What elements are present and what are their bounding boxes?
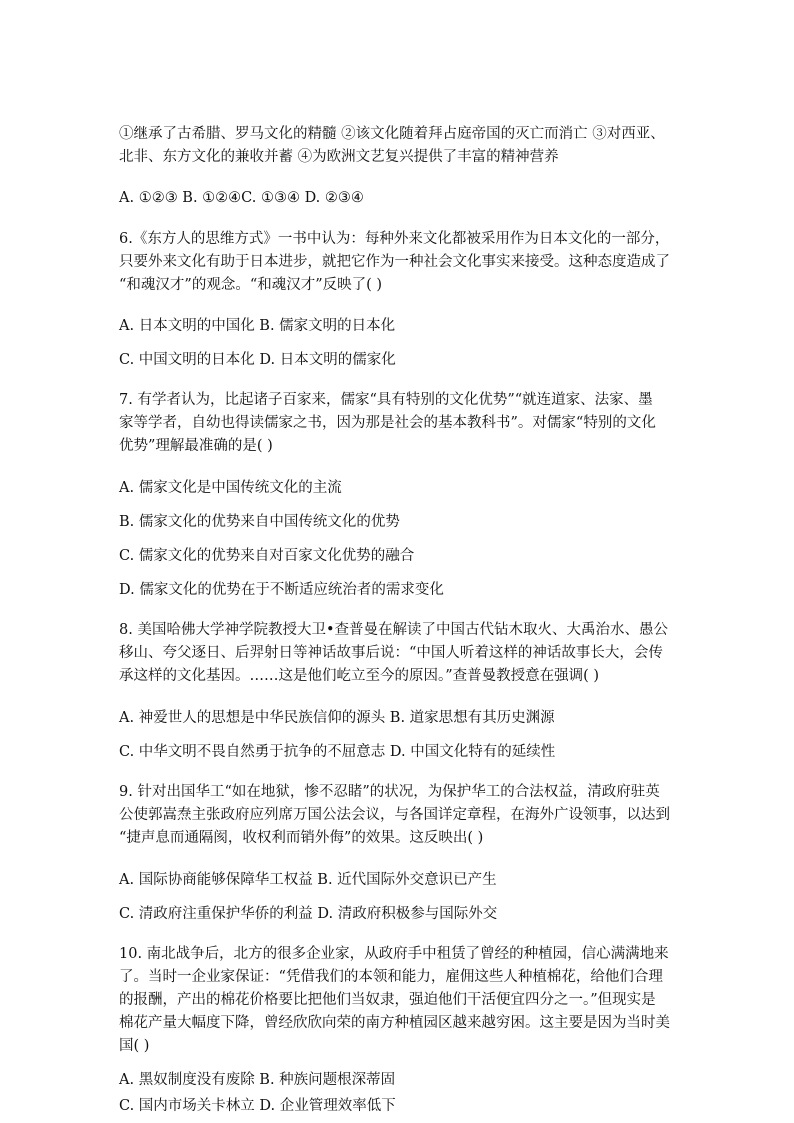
q9-options-ab: A. 国际协商能够保障华工权益 B. 近代国际外交意识已产生 <box>119 872 497 888</box>
q6-stem-line-1: 6.《东方人的思维方式》一书中认为：每种外来文化都被采用作为日本文化的一部分， <box>119 231 670 247</box>
q9-stem-line-1: 9. 针对出国华工“如在地狱，惨不忍睹”的状况，为保护华工的合法权益，清政府驻英 <box>119 784 660 800</box>
q6-options-ab: A. 日本文明的中国化 B. 儒家文明的日本化 <box>119 318 396 334</box>
q8-stem-line-2: 移山、夸父逐日、后羿射日等神话故事后说：“中国人听着这样的神话故事长大，会传 <box>119 645 663 661</box>
q10-stem-line-2: 了。当时一企业家保证：“凭借我们的本领和能力，雇佣这些人种植棉花，给他们合理 <box>119 969 663 985</box>
q7-stem-line-1: 7. 有学者认为，比起诸子百家来，儒家“具有特别的文化优势”“就连道家、法家、墨 <box>119 392 653 408</box>
q5-statement-line-1: ①继承了古希腊、罗马文化的精髓 ②该文化随着拜占庭帝国的灭亡而消亡 ③对西亚、 <box>119 126 665 142</box>
q5-options: A. ①②③ B. ①②④C. ①③④ D. ②③④ <box>119 190 364 206</box>
q7-option-c: C. 儒家文化的优势来自对百家文化优势的融合 <box>119 548 415 564</box>
q6-options-cd: C. 中国文明的日本化 D. 日本文明的儒家化 <box>119 352 396 368</box>
q10-stem-line-3: 的报酬，产出的棉花价格要比把他们当奴隶，强迫他们干活便宜四分之一。”但现实是 <box>119 992 656 1008</box>
q7-stem-line-2: 家等学者，自幼也得读儒家之书，因为那是社会的基本教科书”。对儒家“特别的文化 <box>119 415 656 431</box>
q10-stem-line-5: 国( ) <box>119 1038 150 1054</box>
q6-stem-line-2: 只要外来文化有助于日本进步，就把它作为一种社会文化事实来接受。这种态度造成了 <box>119 254 670 270</box>
q8-options-cd: C. 中华文明不畏自然勇于抗争的不屈意志 D. 中国文化特有的延续性 <box>119 744 556 760</box>
q7-option-a: A. 儒家文化是中国传统文化的主流 <box>119 480 342 496</box>
q5-statement-line-2: 北非、东方文化的兼收并蓄 ④为欧洲文艺复兴提供了丰富的精神营养 <box>119 149 559 165</box>
q8-options-ab: A. 神爱世人的思想是中华民族信仰的源头 B. 道家思想有其历史渊源 <box>119 710 555 726</box>
q10-options-cd: C. 国内市场关卡林立 D. 企业管理效率低下 <box>119 1098 396 1114</box>
q9-options-cd: C. 清政府注重保护华侨的利益 D. 清政府积极参与国际外交 <box>119 906 498 922</box>
q7-option-b: B. 儒家文化的优势来自中国传统文化的优势 <box>119 514 400 530</box>
q7-option-d: D. 儒家文化的优势在于不断适应统治者的需求变化 <box>119 582 444 598</box>
q10-stem-line-4: 棉花产量大幅度下降，曾经欣欣向荣的南方种植园区越来越穷困。这主要是因为当时美 <box>119 1015 670 1031</box>
q10-options-ab: A. 黑奴制度没有废除 B. 种族问题根深蒂固 <box>119 1072 396 1088</box>
q8-stem-line-3: 承这样的文化基因。……这是他们屹立至今的原因。”查普曼教授意在强调( ) <box>119 668 600 684</box>
q9-stem-line-3: “捷声息而通隔阂，收权利而销外侮”的效果。这反映出( ) <box>119 830 484 846</box>
q8-stem-line-1: 8. 美国哈佛大学神学院教授大卫•查普曼在解读了中国古代钻木取火、大禹治水、愚公 <box>119 622 668 638</box>
q10-stem-line-1: 10. 南北战争后，北方的很多企业家，从政府手中租赁了曾经的种植园，信心满满地来 <box>119 946 669 962</box>
q6-stem-line-3: “和魂汉才”的观念。“和魂汉才”反映了( ) <box>119 277 383 293</box>
q7-stem-line-3: 优势”理解最准确的是( ) <box>119 438 273 454</box>
q9-stem-line-2: 公使郭嵩焘主张政府应列席万国公法会议，与各国详定章程，在海外广设领事，以达到 <box>119 807 670 823</box>
